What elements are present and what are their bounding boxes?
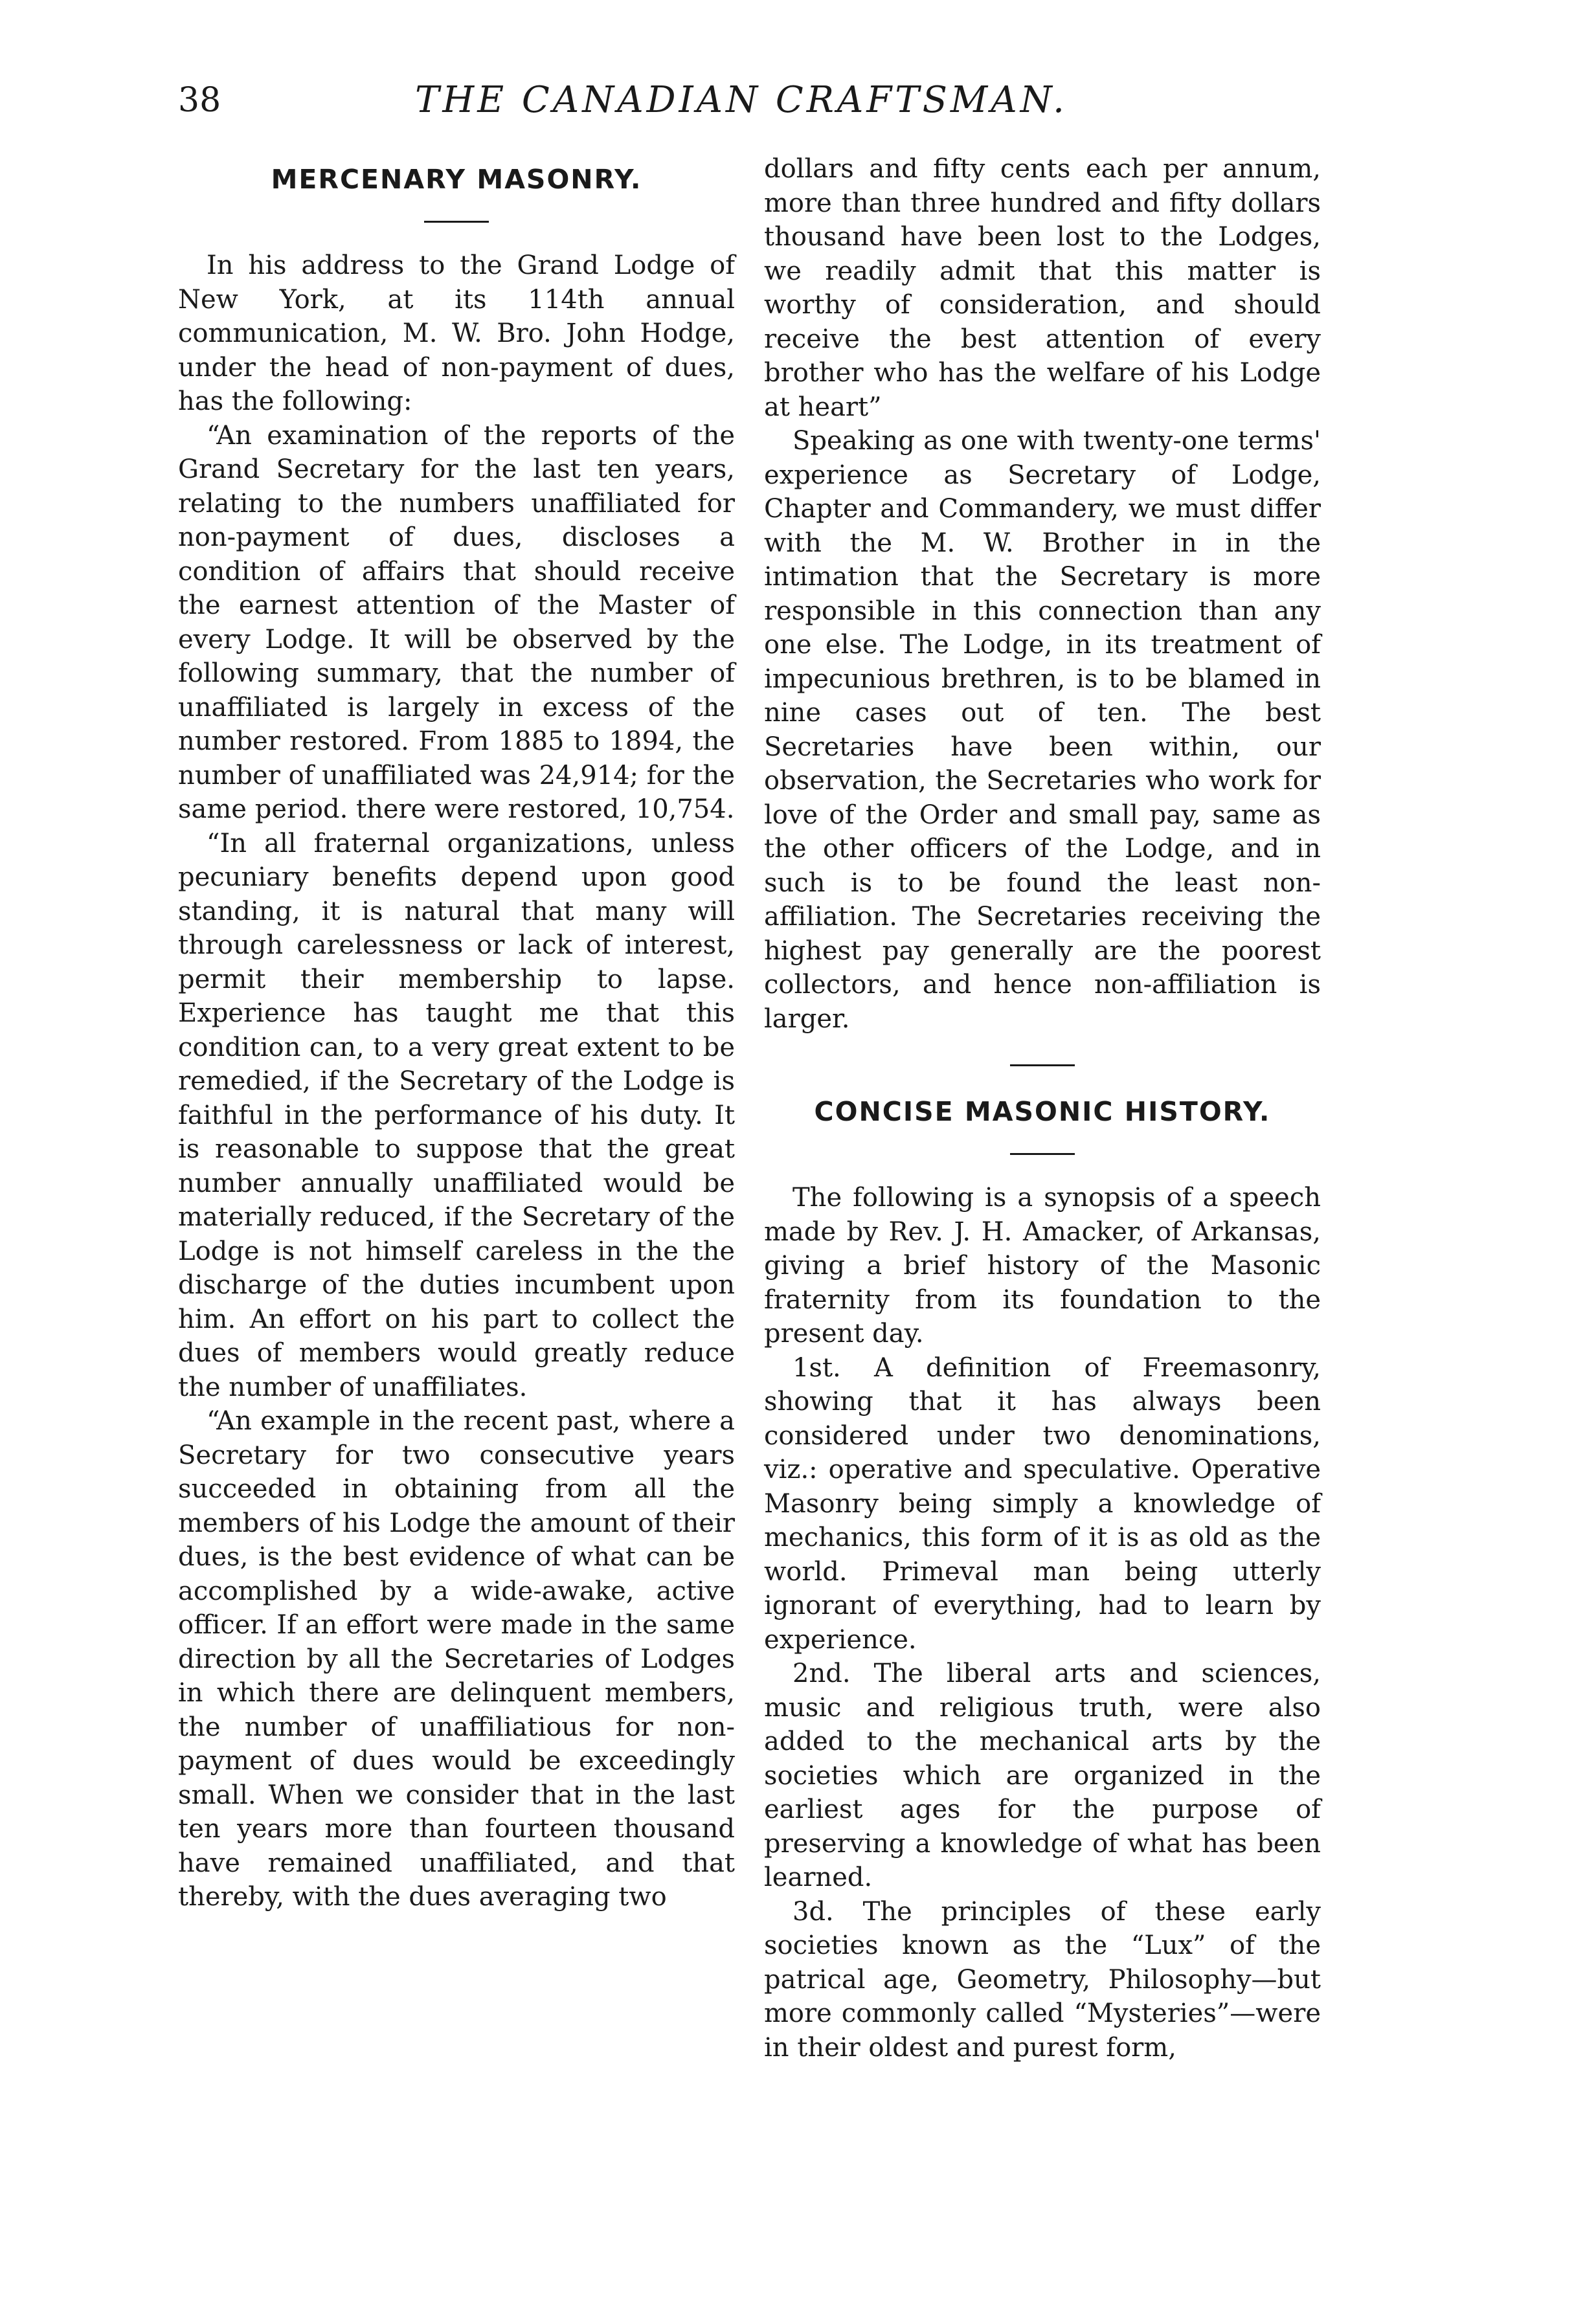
article-title-concise-masonic-history: CONCISE MASONIC HISTORY.: [814, 1096, 1271, 1127]
article-paragraph: Speaking as one with twenty-one terms' experience as Secretary of Lodge, Chapter and Commandery, we must differ with the M. W. Brother in in the intimation that the Secretary is more responsible in this connection than any one else. The Lodge, in its treatment of impecunious brethren, is to be blamed in nine cases out of ten. The best Secretaries have been within, our observation, the Secretaries who work for love of the Order and small pay, same as the other officers of the Lodge, and in such is to be found the least non-affiliation. The Secretaries receiving the highest pay generally are the poorest collectors, and hence non-affiliation is larger.: [764, 426, 1321, 1034]
article-paragraph-continued: dollars and fifty cents each per annum, more than three hundred and fifty dollars thousand have been lost to the Lodges, we readily admit that this matter is worthy of consideration, and should receive the best attention of every brother who has the welfare of his Lodge at heart”: [764, 154, 1321, 422]
left-column: [178, 152, 735, 1914]
article-paragraph: In his address to the Grand Lodge of New York, at its 114th annual communication, M. W. Bro. John Hodge, under the head of non-payment of dues, has the following:: [178, 251, 735, 416]
article-title-mercenary-masonry: MERCENARY MASONRY.: [271, 164, 642, 195]
running-title: THE CANADIAN CRAFTSMAN.: [415, 79, 1068, 121]
page-number: 38: [178, 81, 221, 120]
article-paragraph: 3d. The principles of these early societies known as the “Lux” of the patrical age, Geometry, Philosophy—but more commonly called “Mysteries”—were in their oldest and purest form,: [764, 1896, 1321, 2063]
article-paragraph: “An examination of the reports of the Grand Secretary for the last ten years, relating to the numbers unaffiliated for non-payment of dues, discloses a condition of affairs that should receive the earnest attention of the Master of every Lodge. It will be observed by the following summary, that the number of unaffiliated is largely in excess of the number restored. From 1885 to 1894, the number of unaffiliated was 24,914; for the same period. there were restored, 10,754.: [178, 420, 735, 824]
article-paragraph: 1st. A definition of Freemasonry, showing that it has always been considered under two denominations, viz.: operative and speculative. Operative Masonry being simply a knowledge of mechanics, this form of it is as old as the world. Primeval man being utterly ignorant of everything, had to learn by experience.: [764, 1352, 1321, 1655]
right-column: [764, 152, 1321, 2065]
article-paragraph: “In all fraternal organizations, unless pecuniary benefits depend upon good standing, it is natural that many will through carelessness or lack of interest, permit their membership to lapse. Experience has taught me that this condition can, to a very great extent to be remedied, if the Secretary of the Lodge is faithful in the performance of his duty. It is reasonable to suppose that the great number annually unaffiliated would be materially reduced, if the Secretary of the Lodge is not himself careless in the the discharge of the duties incumbent upon him. An effort on his part to collect the dues of members would greatly reduce the number of unaffiliates.: [178, 828, 735, 1402]
article-paragraph: The following is a synopsis of a speech made by Rev. J. H. Amacker, of Arkansas, giving a brief history of the Masonic fraternity from its foundation to the present day.: [764, 1183, 1321, 1349]
article-paragraph: “An example in the recent past, where a Secretary for two consecutive years succeeded in obtaining from all the members of his Lodge the amount of their dues, is the best evidence of what can be accomplished by a wide-awake, active officer. If an effort were made in the same direction by all the Secretaries of Lodges in which there are delinquent members, the number of unaffiliatious for non-payment of dues would be exceedingly small. When we consider that in the last ten years more than fourteen thousand have remained unaffiliated, and that thereby, with the dues averaging two: [178, 1406, 735, 1912]
article-paragraph: 2nd. The liberal arts and sciences, music and religious truth, were also added to the mechanical arts by the societies which are organized in the earliest ages for the purpose of preserving a knowledge of what has been learned.: [764, 1659, 1321, 1892]
section-separator-rule: [1010, 1064, 1075, 1066]
title-rule: [424, 221, 489, 223]
page-header: [178, 71, 1305, 129]
title-rule: [1010, 1153, 1075, 1155]
